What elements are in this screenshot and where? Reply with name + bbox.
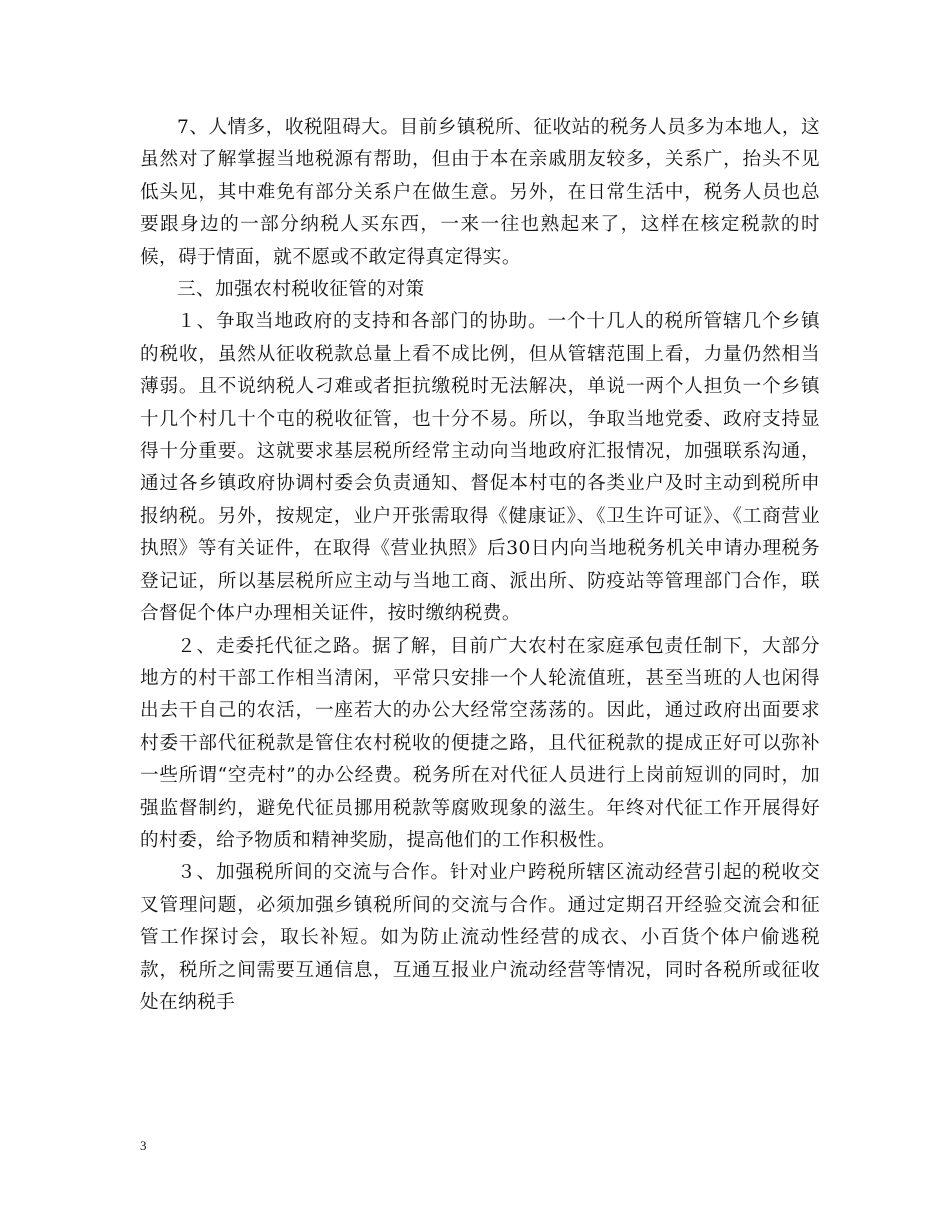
- section-heading-countermeasures: 三、加强农村税收征管的对策: [177, 279, 425, 301]
- paragraph-7-human-relations: 7、人情多，收税阻碍大。目前乡镇税所、征收站的税务人员多为本地人，这虽然对了解掌握当地税源有帮助，但由于本在亲戚朋友较多，关系广，抬头不见低头见，其中难免有部分关系户在做生意。另外，在日常生活中，税务人员也总要跟身边的一部分纳税人买东西，一来一往也熟起来了，这样在核定税款的时候，碍于情面，就不愿或不敢定得真定得实。: [140, 117, 820, 268]
- document-body: [140, 112, 820, 1019]
- paragraph-2-entrusted-collection: ２、走委托代征之路。据了解，目前广大农村在家庭承包责任制下，大部分地方的村干部工作相当清闲，平常只安排一个人轮流值班，甚至当班的人也闲得出去干自己的农活，一座若大的办公大经常空荡荡的。因此，通过政府出面要求村委干部代征税款是管住农村税收的便捷之路，且代征税款的提成正好可以弥补一些所谓“空壳村”的办公经费。税务所在对代征人员进行上岗前短训的同时，加强监督制约，避免代征员挪用税款等腐败现象的滋生。年终对代征工作开展得好的村委，给予物质和精神奖励，提高他们的工作积极性。: [140, 635, 820, 851]
- page-number: 3: [140, 1138, 147, 1153]
- paragraph-1-government-support: １、争取当地政府的支持和各部门的协助。一个十几人的税所管辖几个乡镇的税收，虽然从征收税款总量上看不成比例，但从管辖范围上看，力量仍然相当薄弱。且不说纳税人刁难或者拒抗缴税时无法解决，单说一两个人担负一个乡镇十几个村几十个屯的税收征管，也十分不易。所以，争取当地党委、政府支持显得十分重要。这就要求基层税所经常主动向当地政府汇报情况，加强联系沟通，通过各乡镇政府协调村委会负责通知、督促本村屯的各类业户及时主动到税所申报纳税。另外，按规定，业户开张需取得《健康证》、《卫生许可证》、《工商营业执照》等有关证件，在取得《营业执照》后30日内向当地税务机关申请办理税务登记证，所以基层税所应主动与当地工商、派出所、防疫站等管理部门合作，联合督促个体户办理相关证件，按时缴纳税费。: [140, 311, 820, 625]
- paragraph-3-tax-office-cooperation: ３、加强税所间的交流与合作。针对业户跨税所辖区流动经营引起的税收交叉管理问题，必须加强乡镇税所间的交流与合作。通过定期召开经验交流会和征管工作探讨会，取长补短。如为防止流动性经营的成衣、小百货个体户偷逃税款，税所之间需要互通信息，互通互报业户流动经营等情况，同时各税所或征收处在纳税手: [140, 862, 820, 1013]
